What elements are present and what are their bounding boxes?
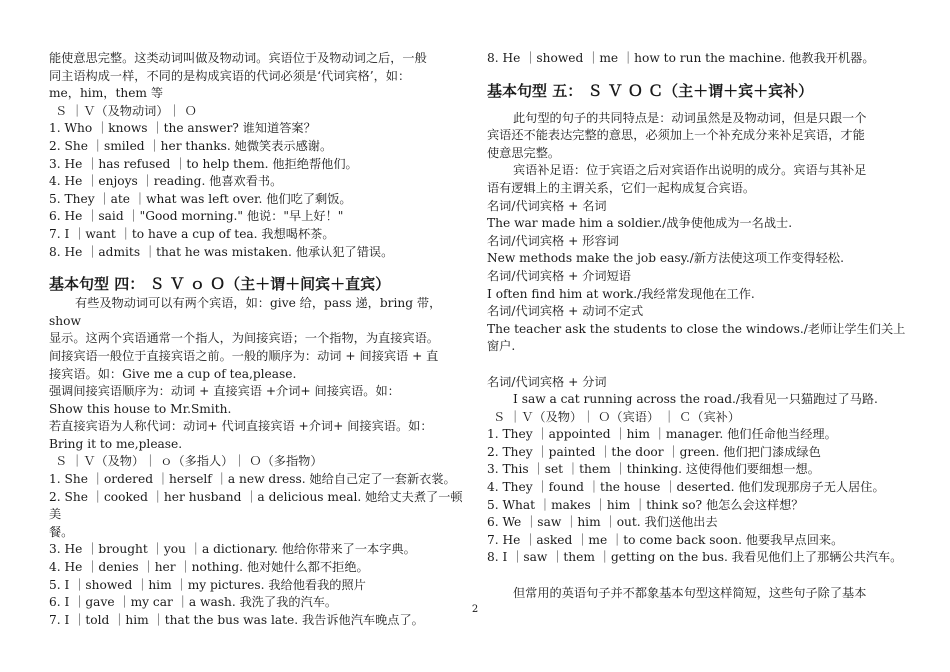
example-line: 4. They ｜found ｜the house ｜deserted. 他们发现那房子无人居住。 — [487, 480, 885, 495]
text-line: 能使意思完整。这类动词叫做及物动词。宾语位于及物动词之后，一般 — [49, 51, 427, 65]
left-column — [49, 50, 469, 629]
text-line: 宾语补足语：位于宾语之后对宾语作出说明的成分。宾语与其补足 — [513, 163, 867, 178]
text-line: 宾语还不能表达完整的意思，必须加上一个补充成分来补足宾语，才能 — [487, 128, 865, 143]
svo-pattern-header: Ｓ ｜Ｖ（及物动词）｜ Ｏ — [55, 103, 197, 118]
example-line: 餐。 — [49, 524, 74, 539]
example-line: 4. He ｜denies ｜her ｜nothing. 他对她什么都不拒绝。 — [49, 560, 369, 575]
example-line: 2. They ｜painted ｜the door ｜green. 他们把门漆成绿色 — [487, 444, 821, 459]
pattern-example: The war made him a soldier./战争使他成为一名战士. — [487, 216, 793, 231]
example-line: 5. What ｜makes ｜him ｜think so? 他怎么会这样想？ — [487, 497, 804, 512]
section5-paragraph-b — [487, 162, 907, 197]
text-line: 此句型的句子的共同特点是：动词虽然是及物动词，但是只跟一个 — [513, 110, 867, 125]
example-line: 2. She ｜smiled ｜her thanks. 她微笑表示感谢。 — [49, 138, 333, 153]
text-line: 语有逻辑上的主谓关系，它们一起构成复合宾语。 — [487, 180, 756, 195]
section-heading-5: 基本句型 五： Ｓ Ｖ Ｏ Ｃ（主＋谓＋宾＋宾补） — [487, 81, 814, 100]
pattern-label: 名词/代词宾格 + 名词 — [487, 198, 607, 213]
example-line: 5. I ｜showed ｜him ｜my pictures. 我给他看我的照片 — [49, 577, 366, 592]
text-line: 有些及物动词可以有两个宾语，如：give 给，pass 递，bring 带，show — [49, 296, 442, 328]
text-line: 若直接宾语为人称代词：动词+ 代词直接宾语 +介词+ 间接宾语。如： — [49, 419, 433, 434]
text-line: Bring it to me,please. — [49, 436, 183, 451]
text-line: 强调间接宾语顺序为：动词 + 直接宾语 +介词+ 间接宾语。如： — [49, 384, 400, 399]
example-line: 6. I ｜gave ｜my car ｜a wash. 我洗了我的汽车。 — [49, 595, 338, 610]
text-line: 使意思完整。 — [487, 145, 561, 160]
text-line: 接宾语。如：Give me a cup of tea,please. — [49, 366, 297, 381]
svoo-pattern-header: Ｓ ｜Ｖ（及物）｜ ｏ（多指人）｜ Ｏ（多指物） — [55, 454, 323, 469]
example-line: 7. I ｜told ｜him ｜that the bus was late. 我告诉他汽车晚点了。 — [49, 612, 424, 627]
pattern-example: New methods make the job easy./新方法使这项工作变得轻松. — [487, 251, 844, 266]
pattern-label: 名词/代词宾格 + 介词短语 — [487, 268, 631, 283]
section4-paragraph — [49, 295, 469, 453]
pattern-example: The teacher ask the students to close the windows./老师让学生们关上窗户. — [487, 321, 906, 354]
example-line: 8. He ｜admits ｜that he was mistaken. 他承认犯了错误。 — [49, 244, 394, 259]
svoc-pattern-header: Ｓ ｜Ｖ（及物）｜ Ｏ（宾语） ｜ Ｃ（宾补） — [493, 409, 741, 424]
example-line: 6. He ｜said ｜"Good morning." 他说："早上好！" — [49, 209, 344, 224]
pattern-example: I saw a cat running across the road./我看见一只猫跑过了马路. — [513, 392, 878, 407]
example-line: 6. We ｜saw ｜him ｜out. 我们送他出去 — [487, 515, 718, 530]
example-line: 1. Who ｜knows ｜the answer? 谁知道答案？ — [49, 121, 316, 136]
example-line: 4. He ｜enjoys ｜reading. 他喜欢看书。 — [49, 174, 283, 189]
example-line: 3. He ｜brought ｜you ｜a dictionary. 他给你带来了一本字典。 — [49, 542, 416, 557]
section5-paragraph-a — [487, 110, 907, 163]
text-line: 同主语构成一样，不同的是构成宾语的代词必须是‘代词宾格’，如： — [49, 68, 411, 83]
pattern-example: I often find him at work./我经常发现他在工作. — [487, 286, 755, 301]
example-line: 3. This ｜set ｜them ｜thinking. 这使得他们要细想一想。 — [487, 462, 820, 477]
pattern-label: 名词/代词宾格 + 动词不定式 — [487, 304, 644, 319]
pattern-label: 名词/代词宾格 + 分词 — [487, 374, 607, 389]
example-line: 2. She ｜cooked ｜her husband ｜a delicious meal. 她给丈夫煮了一顿美 — [49, 489, 463, 522]
example-line: 1. They ｜appointed ｜him ｜manager. 他们任命他当经理。 — [487, 427, 837, 442]
intro-paragraph — [49, 50, 469, 103]
text-line: 间接宾语一般位于直接宾语之前。一般的顺序为：动词 + 间接宾语 + 直 — [49, 348, 439, 363]
closing-paragraph: 但常用的英语句子并不都象基本句型这样简短，这些句子除了基本 — [513, 585, 867, 600]
text-line: 显示。这两个宾语通常一个指人，为间接宾语；一个指物，为直接宾语。 — [49, 331, 439, 346]
example-line: 8. He ｜showed ｜me ｜how to run the machine. 他教我开机器。 — [487, 51, 875, 65]
text-line: me，him，them 等 — [49, 86, 164, 101]
example-line: 7. I ｜want ｜to have a cup of tea. 我想喝杯茶。 — [49, 226, 335, 241]
example-line: 8. I ｜saw ｜them ｜getting on the bus. 我看见他们上了那辆公共汽车。 — [487, 550, 903, 565]
svoc-example-list — [487, 426, 907, 567]
text-line: Show this house to Mr.Smith. — [49, 401, 232, 416]
example-line: 5. They ｜ate ｜what was left over. 他们吃了剩饭。 — [49, 191, 352, 206]
example-line: 7. He ｜asked ｜me ｜to come back soon. 他要我早点回来。 — [487, 532, 844, 547]
section-heading-4: 基本句型 四： Ｓ Ｖ ｏ Ｏ（主＋谓＋间宾＋直宾） — [49, 275, 391, 294]
right-column — [487, 50, 907, 602]
pattern-label: 名词/代词宾格 + 形容词 — [487, 233, 619, 248]
page-number: 2 — [471, 604, 479, 615]
example-line: 1. She ｜ordered ｜herself ｜a new dress. 她给自己定了一套新衣裳。 — [49, 472, 456, 487]
complement-pattern-list — [487, 198, 907, 356]
example-line: 3. He ｜has refused ｜to help them. 他拒绝帮他们。 — [49, 156, 358, 171]
svo-example-list — [49, 120, 469, 261]
